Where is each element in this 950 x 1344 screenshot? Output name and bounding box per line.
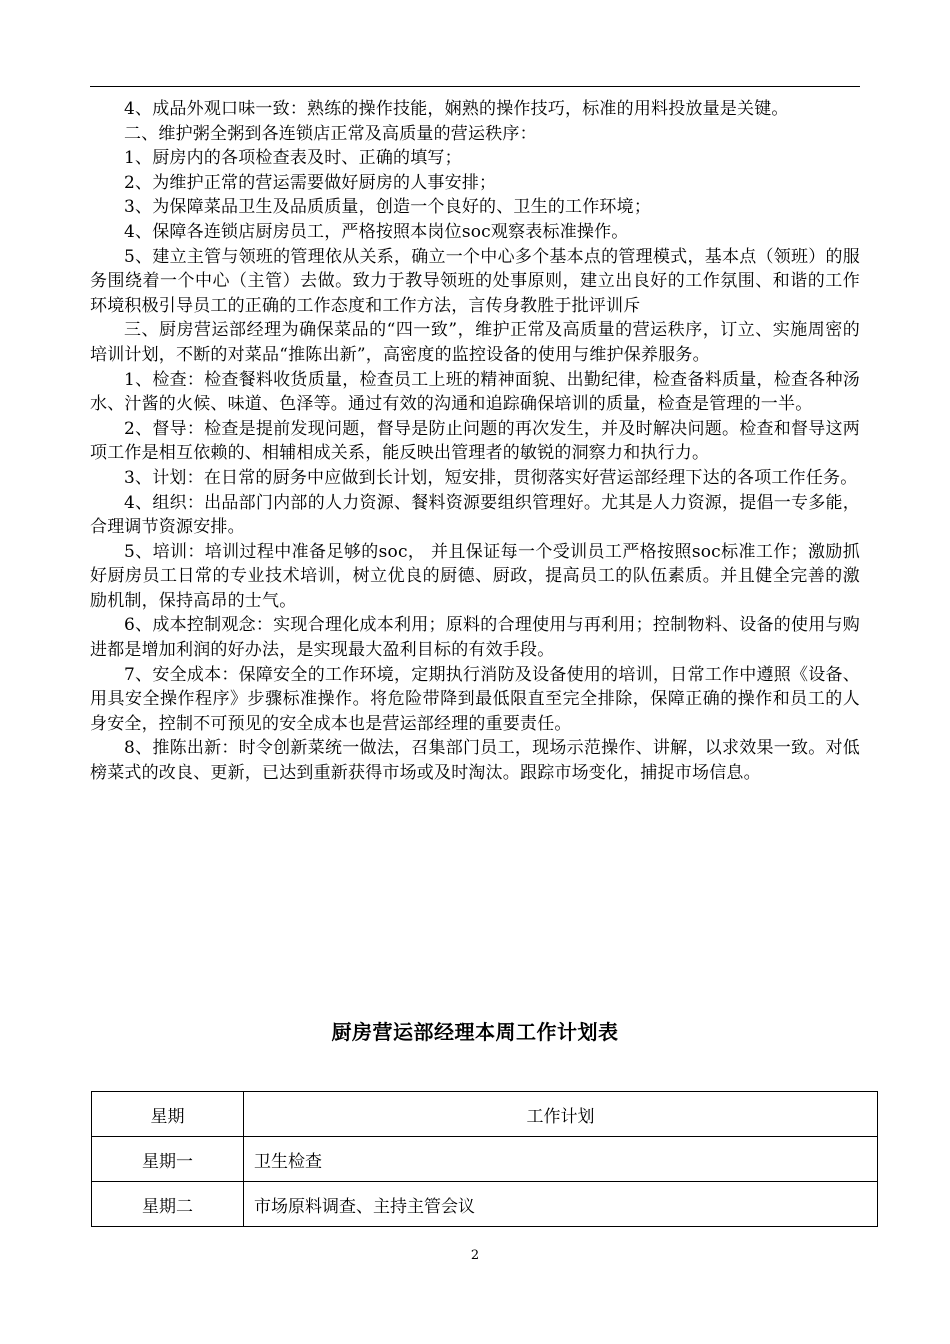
paragraph: 7、安全成本：保障安全的工作环境，定期执行消防及设备使用的培训，日常工作中遵照《设备、用具安全操作程序》步骤标准操作。将危险带降到最低限直至完全排除，保障正确的操作和员工的人身安全，控制不可预见的安全成本也是营运部经理的重要责任。 — [90, 664, 860, 734]
paragraph: 二、维护粥全粥到各连锁店正常及高质量的营运秩序： — [124, 123, 537, 144]
paragraph: 5、培训：培训过程中准备足够的soc， 并且保证每一个受训员工严格按照soc标准工作；激励抓好厨房员工日常的专业技术培训，树立优良的厨德、厨政，提高员工的队伍素质。并且健全完善的激励机制，保持高昂的士气。 — [90, 541, 860, 611]
table-header-row — [92, 1092, 878, 1137]
paragraph: 5、建立主管与领班的管理依从关系，确立一个中心多个基本点的管理模式，基本点（领班）的服务围绕着一个中心（主管）去做。致力于教导领班的处事原则，建立出良好的工作氛围、和谐的工作环境积极引导员工的正确的工作态度和工作方法，言传身教胜于批评训斥 — [90, 246, 860, 316]
work-plan-table — [91, 1091, 878, 1227]
column-header-day: 星期 — [92, 1092, 244, 1137]
page-number: 2 — [470, 1248, 480, 1263]
paragraph: 4、组织：出品部门内部的人力资源、餐料资源要组织管理好。尤其是人力资源，提倡一专多能，合理调节资源安排。 — [90, 492, 860, 538]
day-cell: 星期一 — [92, 1137, 244, 1182]
paragraph: 3、计划：在日常的厨务中应做到长计划，短安排，贯彻落实好营运部经理下达的各项工作任务。 — [124, 467, 858, 488]
task-cell: 市场原料调查、主持主管会议 — [244, 1182, 878, 1227]
paragraph: 4、成品外观口味一致：熟练的操作技能，娴熟的操作技巧，标准的用料投放量是关键。 — [124, 99, 789, 119]
paragraph: 2、为维护正常的营运需要做好厨房的人事安排； — [124, 172, 497, 193]
table-row — [92, 1137, 878, 1182]
plan-title: 厨房营运部经理本周工作计划表 — [331, 1020, 619, 1044]
body-text — [90, 97, 860, 786]
paragraph: 1、检查：检查餐料收货质量，检查员工上班的精神面貌、出勤纪律，检查备料质量，检查各种汤水、汁酱的火候、味道、色泽等。通过有效的沟通和追踪确保培训的质量，检查是管理的一半。 — [90, 369, 860, 415]
header-rule — [90, 86, 860, 87]
paragraph: 8、推陈出新：时令创新菜统一做法，召集部门员工，现场示范操作、讲解，以求效果一致。对低榜菜式的改良、更新，已达到重新获得市场或及时淘汰。跟踪市场变化，捕捉市场信息。 — [90, 738, 860, 784]
day-cell: 星期二 — [92, 1182, 244, 1227]
task-cell: 卫生检查 — [244, 1137, 878, 1182]
paragraph: 3、为保障菜品卫生及品质质量，创造一个良好的、卫生的工作环境； — [124, 197, 652, 218]
paragraph: 三、厨房营运部经理为确保菜品的“四一致”，维护正常及高质量的营运秩序，订立、实施周密的培训计划，不断的对菜品“推陈出新”，高密度的监控设备的使用与维护保养服务。 — [90, 320, 860, 365]
column-header-plan: 工作计划 — [244, 1092, 878, 1137]
paragraph: 1、厨房内的各项检查表及时、正确的填写； — [124, 148, 462, 169]
paragraph: 2、督导：检查是提前发现问题，督导是防止问题的再次发生，并及时解决问题。检查和督导这两项工作是相互依赖的、相辅相成关系，能反映出管理者的敏锐的洞察力和执行力。 — [90, 418, 860, 464]
table-row — [92, 1182, 878, 1227]
paragraph: 6、成本控制观念：实现合理化成本利用；原料的合理使用与再利用；控制物料、设备的使用与购进都是增加利润的好办法，是实现最大盈利目标的有效手段。 — [90, 615, 860, 661]
paragraph: 4、保障各连锁店厨房员工，严格按照本岗位soc观察表标准操作。 — [124, 221, 629, 242]
